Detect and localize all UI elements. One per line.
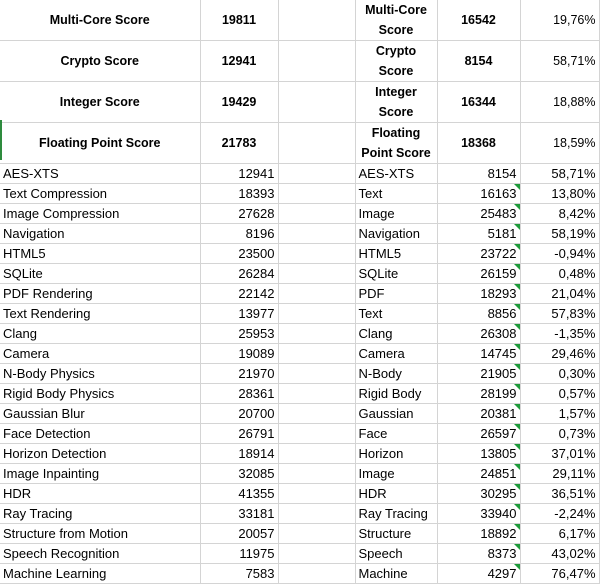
percent-diff-cell[interactable]: 36,51% xyxy=(520,484,599,504)
empty-cell[interactable] xyxy=(278,524,355,544)
empty-cell[interactable] xyxy=(278,504,355,524)
benchmark-value-cell[interactable]: 18914 xyxy=(200,444,278,464)
benchmark-value-cell-2[interactable]: 13805 xyxy=(437,444,520,464)
empty-cell[interactable] xyxy=(278,164,355,184)
benchmark-value-cell-2[interactable]: 25483 xyxy=(437,204,520,224)
benchmark-value-cell-2[interactable]: 5181 xyxy=(437,224,520,244)
percent-diff-cell[interactable]: 29,46% xyxy=(520,344,599,364)
percent-diff-cell[interactable]: 58,71% xyxy=(520,41,599,82)
percent-diff-cell[interactable]: 37,01% xyxy=(520,444,599,464)
empty-cell[interactable] xyxy=(278,424,355,444)
percent-diff-cell[interactable]: 6,17% xyxy=(520,524,599,544)
percent-diff-cell[interactable]: 43,02% xyxy=(520,544,599,564)
benchmark-value-cell[interactable]: 11975 xyxy=(200,544,278,564)
benchmark-value-cell[interactable]: 20700 xyxy=(200,404,278,424)
benchmark-label-cell-2[interactable]: PDF xyxy=(355,284,437,304)
percent-diff-cell[interactable]: 21,04% xyxy=(520,284,599,304)
benchmark-label-cell-2[interactable]: Image xyxy=(355,204,437,224)
table-row xyxy=(0,524,599,544)
benchmark-label-cell[interactable]: Camera xyxy=(0,344,200,364)
score-label-cell-2[interactable]: Integer Score xyxy=(355,82,437,123)
benchmark-label-cell[interactable]: SQLite xyxy=(0,264,200,284)
benchmark-value-cell-2[interactable]: 21905 xyxy=(437,364,520,384)
benchmark-value-cell[interactable]: 8196 xyxy=(200,224,278,244)
table-row xyxy=(0,164,599,184)
empty-cell[interactable] xyxy=(278,364,355,384)
empty-cell[interactable] xyxy=(278,123,355,164)
table-row xyxy=(0,304,599,324)
benchmark-value-cell[interactable]: 18393 xyxy=(200,184,278,204)
score-value-cell-2[interactable]: 18368 xyxy=(437,123,520,164)
table-row xyxy=(0,564,599,584)
empty-cell[interactable] xyxy=(278,244,355,264)
empty-cell[interactable] xyxy=(278,404,355,424)
empty-cell[interactable] xyxy=(278,444,355,464)
summary-row xyxy=(0,41,599,82)
benchmark-value-cell-2[interactable]: 18293 xyxy=(437,284,520,304)
benchmark-label-cell-2[interactable]: Gaussian xyxy=(355,404,437,424)
benchmark-value-cell[interactable]: 7583 xyxy=(200,564,278,584)
benchmark-label-cell-2[interactable]: HTML5 xyxy=(355,244,437,264)
table-row xyxy=(0,504,599,524)
percent-diff-cell[interactable]: 76,47% xyxy=(520,564,599,584)
score-label-cell-2[interactable]: Floating Point Score xyxy=(355,123,437,164)
empty-cell[interactable] xyxy=(278,484,355,504)
empty-cell[interactable] xyxy=(278,544,355,564)
table-row xyxy=(0,324,599,344)
benchmark-label-cell-2[interactable]: Speech xyxy=(355,544,437,564)
summary-row xyxy=(0,123,599,164)
benchmark-value-cell[interactable]: 32085 xyxy=(200,464,278,484)
benchmark-value-cell[interactable]: 25953 xyxy=(200,324,278,344)
score-label-cell[interactable]: Floating Point Score xyxy=(0,123,200,164)
benchmark-value-cell-2[interactable]: 18892 xyxy=(437,524,520,544)
benchmark-label-cell-2[interactable]: Camera xyxy=(355,344,437,364)
benchmark-value-cell-2[interactable]: 8373 xyxy=(437,544,520,564)
table-row xyxy=(0,484,599,504)
benchmark-value-cell-2[interactable]: 26159 xyxy=(437,264,520,284)
benchmark-label-cell[interactable]: HDR xyxy=(0,484,200,504)
benchmark-label-cell-2[interactable]: SQLite xyxy=(355,264,437,284)
table-row xyxy=(0,464,599,484)
empty-cell[interactable] xyxy=(278,0,355,41)
benchmark-value-cell-2[interactable]: 26308 xyxy=(437,324,520,344)
benchmark-label-cell[interactable]: Ray Tracing xyxy=(0,504,200,524)
selection-indicator xyxy=(0,120,2,160)
benchmark-value-cell-2[interactable]: 4297 xyxy=(437,564,520,584)
benchmark-value-cell[interactable]: 23500 xyxy=(200,244,278,264)
percent-diff-cell[interactable]: 0,30% xyxy=(520,364,599,384)
percent-diff-cell[interactable]: -2,24% xyxy=(520,504,599,524)
benchmark-value-cell[interactable]: 41355 xyxy=(200,484,278,504)
benchmark-value-cell[interactable]: 22142 xyxy=(200,284,278,304)
benchmark-label-cell[interactable]: Machine Learning xyxy=(0,564,200,584)
table-row xyxy=(0,384,599,404)
percent-diff-cell[interactable]: 19,76% xyxy=(520,0,599,41)
benchmark-label-cell[interactable]: Navigation xyxy=(0,224,200,244)
benchmark-value-cell-2[interactable]: 8154 xyxy=(437,164,520,184)
benchmark-label-cell-2[interactable]: Machine xyxy=(355,564,437,584)
benchmark-value-cell-2[interactable]: 23722 xyxy=(437,244,520,264)
table-row xyxy=(0,244,599,264)
benchmark-label-cell[interactable]: Rigid Body Physics xyxy=(0,384,200,404)
percent-diff-cell[interactable]: 1,57% xyxy=(520,404,599,424)
benchmark-label-cell-2[interactable]: AES-XTS xyxy=(355,164,437,184)
benchmark-label-cell[interactable]: Face Detection xyxy=(0,424,200,444)
benchmark-value-cell-2[interactable]: 20381 xyxy=(437,404,520,424)
percent-diff-cell[interactable]: 13,80% xyxy=(520,184,599,204)
benchmark-value-cell[interactable]: 20057 xyxy=(200,524,278,544)
percent-diff-cell[interactable]: 0,73% xyxy=(520,424,599,444)
table-row xyxy=(0,544,599,564)
empty-cell[interactable] xyxy=(278,184,355,204)
score-value-cell-2[interactable]: 8154 xyxy=(437,41,520,82)
empty-cell[interactable] xyxy=(278,344,355,364)
benchmark-label-cell-2[interactable]: Face xyxy=(355,424,437,444)
empty-cell[interactable] xyxy=(278,264,355,284)
table-row xyxy=(0,364,599,384)
benchmark-label-cell[interactable]: PDF Rendering xyxy=(0,284,200,304)
percent-diff-cell[interactable]: -1,35% xyxy=(520,324,599,344)
score-label-cell[interactable]: Crypto Score xyxy=(0,41,200,82)
benchmark-label-cell[interactable]: Clang xyxy=(0,324,200,344)
empty-cell[interactable] xyxy=(278,41,355,82)
benchmark-label-cell-2[interactable]: Image xyxy=(355,464,437,484)
percent-diff-cell[interactable]: -0,94% xyxy=(520,244,599,264)
benchmark-label-cell-2[interactable]: Clang xyxy=(355,324,437,344)
benchmark-label-cell[interactable]: Horizon Detection xyxy=(0,444,200,464)
table-row xyxy=(0,284,599,304)
benchmark-label-cell-2[interactable]: Structure xyxy=(355,524,437,544)
benchmark-label-cell-2[interactable]: Text xyxy=(355,184,437,204)
empty-cell[interactable] xyxy=(278,284,355,304)
score-value-cell[interactable]: 19811 xyxy=(200,0,278,41)
benchmark-value-cell-2[interactable]: 14745 xyxy=(437,344,520,364)
benchmark-value-cell[interactable]: 21970 xyxy=(200,364,278,384)
score-value-cell[interactable]: 12941 xyxy=(200,41,278,82)
benchmark-value-cell[interactable]: 33181 xyxy=(200,504,278,524)
summary-row xyxy=(0,82,599,123)
percent-diff-cell[interactable]: 29,11% xyxy=(520,464,599,484)
score-value-cell[interactable]: 21783 xyxy=(200,123,278,164)
benchmark-value-cell-2[interactable]: 28199 xyxy=(437,384,520,404)
table-row xyxy=(0,264,599,284)
benchmark-value-cell-2[interactable]: 24851 xyxy=(437,464,520,484)
score-label-cell[interactable]: Multi-Core Score xyxy=(0,0,200,41)
score-label-cell-2[interactable]: Crypto Score xyxy=(355,41,437,82)
table-row xyxy=(0,224,599,244)
percent-diff-cell[interactable]: 58,71% xyxy=(520,164,599,184)
benchmark-label-cell-2[interactable]: Horizon xyxy=(355,444,437,464)
table-row xyxy=(0,404,599,424)
summary-row xyxy=(0,0,599,41)
benchmark-label-cell-2[interactable]: Navigation xyxy=(355,224,437,244)
benchmark-label-cell-2[interactable]: Text xyxy=(355,304,437,324)
benchmark-value-cell-2[interactable]: 33940 xyxy=(437,504,520,524)
benchmark-label-cell-2[interactable]: Rigid Body xyxy=(355,384,437,404)
benchmark-label-cell[interactable]: AES-XTS xyxy=(0,164,200,184)
percent-diff-cell[interactable]: 58,19% xyxy=(520,224,599,244)
table-row xyxy=(0,184,599,204)
benchmark-value-cell[interactable]: 13977 xyxy=(200,304,278,324)
percent-diff-cell[interactable]: 8,42% xyxy=(520,204,599,224)
table-row xyxy=(0,344,599,364)
percent-diff-cell[interactable]: 57,83% xyxy=(520,304,599,324)
score-value-cell-2[interactable]: 16344 xyxy=(437,82,520,123)
empty-cell[interactable] xyxy=(278,384,355,404)
empty-cell[interactable] xyxy=(278,82,355,123)
benchmark-value-cell[interactable]: 26791 xyxy=(200,424,278,444)
benchmark-value-cell[interactable]: 27628 xyxy=(200,204,278,224)
percent-diff-cell[interactable]: 0,57% xyxy=(520,384,599,404)
benchmark-label-cell[interactable]: Image Compression xyxy=(0,204,200,224)
benchmark-label-cell[interactable]: Text Compression xyxy=(0,184,200,204)
benchmark-value-cell[interactable]: 28361 xyxy=(200,384,278,404)
score-label-cell-2[interactable]: Multi-Core Score xyxy=(355,0,437,41)
empty-cell[interactable] xyxy=(278,564,355,584)
benchmark-value-cell-2[interactable]: 16163 xyxy=(437,184,520,204)
empty-cell[interactable] xyxy=(278,304,355,324)
benchmark-label-cell[interactable]: Speech Recognition xyxy=(0,544,200,564)
benchmark-value-cell-2[interactable]: 26597 xyxy=(437,424,520,444)
empty-cell[interactable] xyxy=(278,324,355,344)
benchmark-value-cell-2[interactable]: 30295 xyxy=(437,484,520,504)
score-value-cell-2[interactable]: 16542 xyxy=(437,0,520,41)
percent-diff-cell[interactable]: 18,59% xyxy=(520,123,599,164)
benchmark-label-cell[interactable]: N-Body Physics xyxy=(0,364,200,384)
benchmark-label-cell[interactable]: Image Inpainting xyxy=(0,464,200,484)
percent-diff-cell[interactable]: 0,48% xyxy=(520,264,599,284)
benchmark-value-cell[interactable]: 12941 xyxy=(200,164,278,184)
benchmark-label-cell[interactable]: Text Rendering xyxy=(0,304,200,324)
score-value-cell[interactable]: 19429 xyxy=(200,82,278,123)
benchmark-label-cell-2[interactable]: HDR xyxy=(355,484,437,504)
benchmark-value-cell-2[interactable]: 8856 xyxy=(437,304,520,324)
benchmark-value-cell[interactable]: 19089 xyxy=(200,344,278,364)
table-row xyxy=(0,444,599,464)
benchmark-label-cell[interactable]: Gaussian Blur xyxy=(0,404,200,424)
benchmark-value-cell[interactable]: 26284 xyxy=(200,264,278,284)
empty-cell[interactable] xyxy=(278,204,355,224)
score-label-cell[interactable]: Integer Score xyxy=(0,82,200,123)
percent-diff-cell[interactable]: 18,88% xyxy=(520,82,599,123)
benchmark-label-cell-2[interactable]: N-Body xyxy=(355,364,437,384)
empty-cell[interactable] xyxy=(278,224,355,244)
benchmark-label-cell[interactable]: Structure from Motion xyxy=(0,524,200,544)
benchmark-label-cell[interactable]: HTML5 xyxy=(0,244,200,264)
empty-cell[interactable] xyxy=(278,464,355,484)
table-row xyxy=(0,204,599,224)
table-row xyxy=(0,424,599,444)
benchmark-label-cell-2[interactable]: Ray Tracing xyxy=(355,504,437,524)
